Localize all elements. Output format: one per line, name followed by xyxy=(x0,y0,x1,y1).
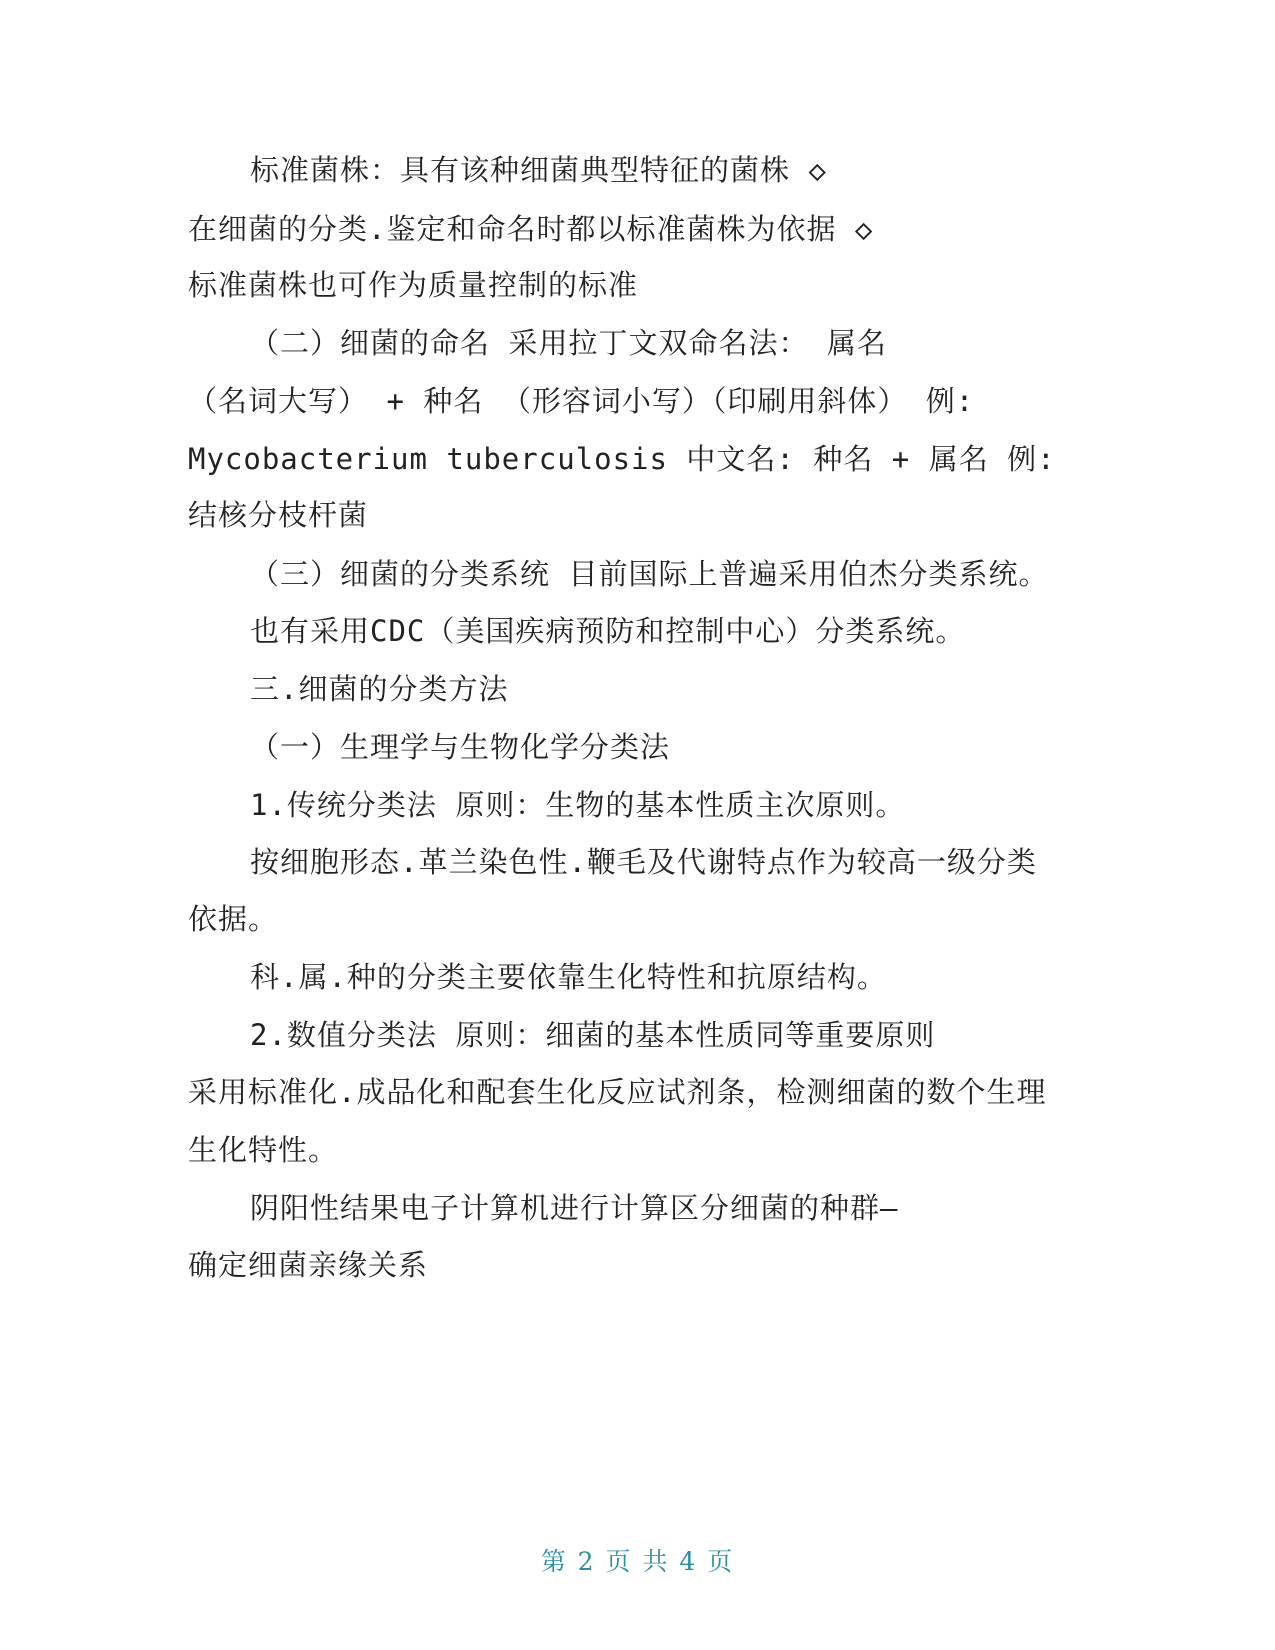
text-line-quality-control: 标准菌株也可作为质量控制的标准 xyxy=(188,268,639,302)
text-line-naming-rule: （名词大写） + 种名 （形容词小写）（印刷用斜体） 例: xyxy=(188,384,975,418)
text-line-traditional-method: 1.传统分类法 原则：生物的基本性质主次原则。 xyxy=(250,788,906,822)
text-line-biochemical-traits: 生化特性。 xyxy=(188,1133,339,1167)
text-line-standardized-reagents: 采用标准化.成品化和配套生化反应试剂条，检测细菌的数个生理 xyxy=(188,1075,1047,1109)
text-line-biochem-heading: （一）生理学与生物化学分类法 xyxy=(250,730,671,764)
text-line-family-genus-species: 科.属.种的分类主要依靠生化特性和抗原结构。 xyxy=(250,960,887,994)
text-line-computer-analysis: 阴阳性结果电子计算机进行计算区分细菌的种群— xyxy=(250,1191,899,1225)
text-line-naming-heading: （二）细菌的命名 采用拉丁文双命名法： 属名 xyxy=(250,326,887,360)
text-line-system-heading: （三）细菌的分类系统 目前国际上普遍采用伯杰分类系统。 xyxy=(250,557,1049,591)
page-number-footer: 第 2 页 共 4 页 xyxy=(540,1547,735,1576)
text-line-basis-continued: 依据。 xyxy=(188,902,279,936)
text-line-chinese-name: 结核分枝杆菌 xyxy=(188,498,369,532)
text-line-kinship: 确定细菌亲缘关系 xyxy=(188,1248,429,1282)
text-line-morphology-basis: 按细胞形态.革兰染色性.鞭毛及代谢特点作为较高一级分类 xyxy=(250,845,1037,879)
text-line-classification-basis: 在细菌的分类.鉴定和命名时都以标准菌株为依据 ◇ xyxy=(188,212,874,246)
text-line-standard-strain: 标准菌株：具有该种细菌典型特征的菌株 ◇ xyxy=(250,153,827,187)
text-line-naming-example: Mycobacterium tuberculosis 中文名: 种名 + 属名 例: xyxy=(188,442,1056,476)
text-line-numerical-method: 2.数值分类法 原则：细菌的基本性质同等重要原则 xyxy=(250,1018,936,1052)
text-line-methods-heading: 三.细菌的分类方法 xyxy=(250,672,509,706)
text-line-cdc-system: 也有采用CDC（美国疾病预防和控制中心）分类系统。 xyxy=(250,614,966,648)
